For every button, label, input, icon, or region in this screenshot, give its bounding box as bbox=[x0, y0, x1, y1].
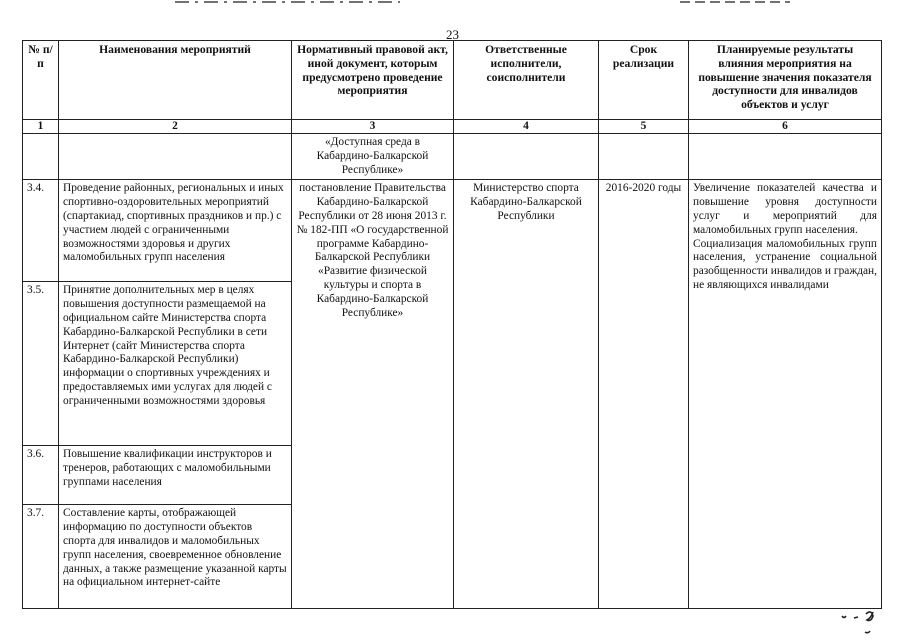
column-number: 3 bbox=[292, 120, 454, 134]
continuation-row bbox=[23, 134, 882, 180]
table-row bbox=[23, 180, 882, 282]
header-term: Срок реализации bbox=[599, 41, 689, 120]
column-number: 5 bbox=[599, 120, 689, 134]
empty-cell bbox=[689, 134, 882, 180]
continuation-act-text: «Доступная среда в Кабардино-Балкарской Республике» bbox=[292, 134, 454, 180]
measures-table bbox=[22, 40, 882, 609]
empty-cell bbox=[454, 134, 599, 180]
row-number: 3.5. bbox=[23, 282, 59, 446]
row-number: 3.7. bbox=[23, 505, 59, 609]
page-number: 23 bbox=[446, 27, 459, 42]
header-name: Наименования мероприятий bbox=[59, 41, 292, 120]
shared-results-cell bbox=[689, 180, 882, 609]
empty-cell bbox=[599, 134, 689, 180]
column-numbers-row bbox=[23, 120, 882, 134]
handwritten-mark bbox=[830, 600, 900, 640]
row-measure-name: Принятие дополнительных мер в целях повышения доступности размещаемой на официальном сайте Министерства спорта Кабардино-Балкарской Республики в сети Интернет (сайт Министерства спорта Кабардино-Балкарской Республики) информации о спортивных учреждениях и предоставляемых ими услугах для людей с ограниченными возможностями здоровья bbox=[59, 282, 292, 446]
header-act: Нормативный правовой акт, иной документ, которым предусмотрено проведение мероприятия bbox=[292, 41, 454, 120]
row-number: 3.6. bbox=[23, 446, 59, 505]
top-edge-marks bbox=[0, 0, 905, 6]
empty-cell bbox=[23, 134, 59, 180]
row-number: 3.4. bbox=[23, 180, 59, 282]
column-number: 2 bbox=[59, 120, 292, 134]
shared-act-cell: постановление Правительства Кабардино-Балкарской Республики от 28 июня 2013 г. № 182-ПП «О государственной программе Кабардино-Балкарской Республики «Развитие физической культуры и спорта в Кабардино-Балкарской Республике» bbox=[292, 180, 454, 609]
results-part-1: Увеличение показателей качества и повышение уровня доступности услуг и мероприятий для маломобильных групп населения. bbox=[693, 182, 877, 236]
results-part-2: Социализация маломобильных групп населения, устранение социальной разобщенности инвалидов и граждан, не являющихся инвалидами bbox=[693, 237, 877, 291]
row-measure-name: Повышение квалификации инструкторов и тренеров, работающих с маломобильными группами населения bbox=[59, 446, 292, 505]
row-measure-name: Составление карты, отображающей информацию по доступности объектов спорта для инвалидов и маломобильных групп населения, своевременное обновление данных, а также размещение указанной карты на официальном интернет-сайте bbox=[59, 505, 292, 609]
header-results: Планируемые результаты влияния мероприятия на повышение значения показателя доступности для инвалидов объектов и услуг bbox=[689, 41, 882, 120]
header-row bbox=[23, 41, 882, 120]
column-number: 1 bbox=[23, 120, 59, 134]
empty-cell bbox=[59, 134, 292, 180]
header-executors: Ответственные исполнители, соисполнители bbox=[454, 41, 599, 120]
shared-term-cell: 2016-2020 годы bbox=[599, 180, 689, 609]
column-number: 4 bbox=[454, 120, 599, 134]
header-num: № п/п bbox=[23, 41, 59, 120]
column-number: 6 bbox=[689, 120, 882, 134]
shared-executor-cell: Министерство спорта Кабардино-Балкарской Республики bbox=[454, 180, 599, 609]
row-measure-name: Проведение районных, региональных и иных спортивно-оздоровительных мероприятий (спартакиад, спортивных праздников и пр.) с участием людей с ограниченными возможностями здоровья и других маломобильных групп населения bbox=[59, 180, 292, 282]
